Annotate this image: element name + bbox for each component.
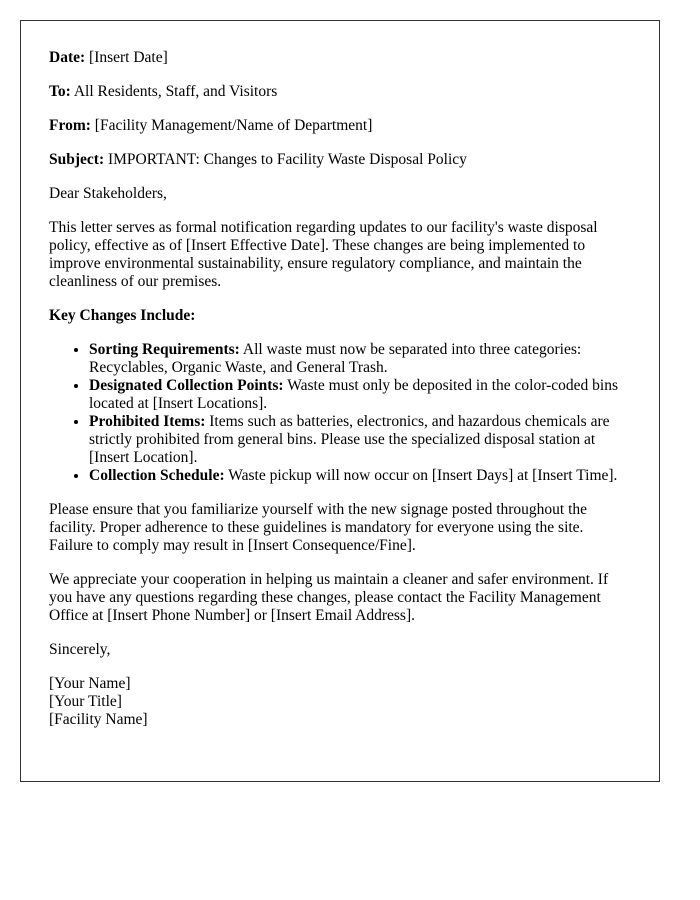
sign-off: Sincerely,: [49, 641, 111, 658]
list-item-text: Items such as batteries, electronics, and hazardous chemicals are strictly prohibited from general bins. Please use the specialized disposal station at [Insert Location].: [89, 413, 610, 466]
list-item-text: Waste pickup will now occur on [Insert Days] at [Insert Time].: [228, 467, 618, 484]
date-value: [Insert Date]: [89, 49, 168, 66]
list-item-label: Prohibited Items:: [89, 413, 206, 430]
closing-paragraph: We appreciate your cooperation in helping us maintain a cleaner and safer environment. If you have any questions regarding these changes, please contact the Facility Management Office at [Insert Phone Number] or [Insert Email Address].: [49, 571, 609, 624]
list-item-text: Waste must only be deposited in the color-coded bins located at [Insert Locations].: [89, 377, 618, 412]
signer-title: [Your Title]: [49, 693, 122, 710]
key-changes-heading: Key Changes Include:: [49, 307, 196, 324]
intro-paragraph: This letter serves as formal notification regarding updates to our facility's waste disposal policy, effective as of [Insert Effective Date]. These changes are being implemented to improve environmental sustainability, ensure regulatory compliance, and maintain the cleanliness of our premises.: [49, 219, 598, 290]
to-label: To:: [49, 83, 71, 100]
subject-label: Subject:: [49, 151, 105, 168]
to-value: All Residents, Staff, and Visitors: [73, 83, 278, 100]
list-item-text: All waste must now be separated into three categories: Recyclables, Organic Waste, and General Trash.: [89, 341, 582, 376]
salutation: Dear Stakeholders,: [49, 185, 167, 202]
signature-block: [49, 675, 631, 729]
subject-value: IMPORTANT: Changes to Facility Waste Disposal Policy: [107, 151, 467, 168]
list-item: [89, 413, 631, 467]
from-label: From:: [49, 117, 91, 134]
list-item: [89, 341, 631, 377]
from-value: [Facility Management/Name of Department]: [94, 117, 373, 134]
key-changes-list: [49, 341, 631, 485]
signage-paragraph: Please ensure that you familiarize yourself with the new signage posted throughout the facility. Proper adherence to these guidelines is mandatory for everyone using the site. Failure to comply may result in [Insert Consequence/Fine].: [49, 501, 588, 554]
subject-line: [49, 151, 631, 169]
list-item: [89, 467, 631, 485]
list-item-label: Designated Collection Points:: [89, 377, 284, 394]
facility-name: [Facility Name]: [49, 711, 148, 728]
to-line: [49, 83, 631, 101]
date-line: [49, 49, 631, 67]
date-label: Date:: [49, 49, 86, 66]
list-item-label: Collection Schedule:: [89, 467, 225, 484]
from-line: [49, 117, 631, 135]
signer-name: [Your Name]: [49, 675, 131, 692]
list-item: [89, 377, 631, 413]
letter-document: [20, 20, 660, 782]
list-item-label: Sorting Requirements:: [89, 341, 240, 358]
